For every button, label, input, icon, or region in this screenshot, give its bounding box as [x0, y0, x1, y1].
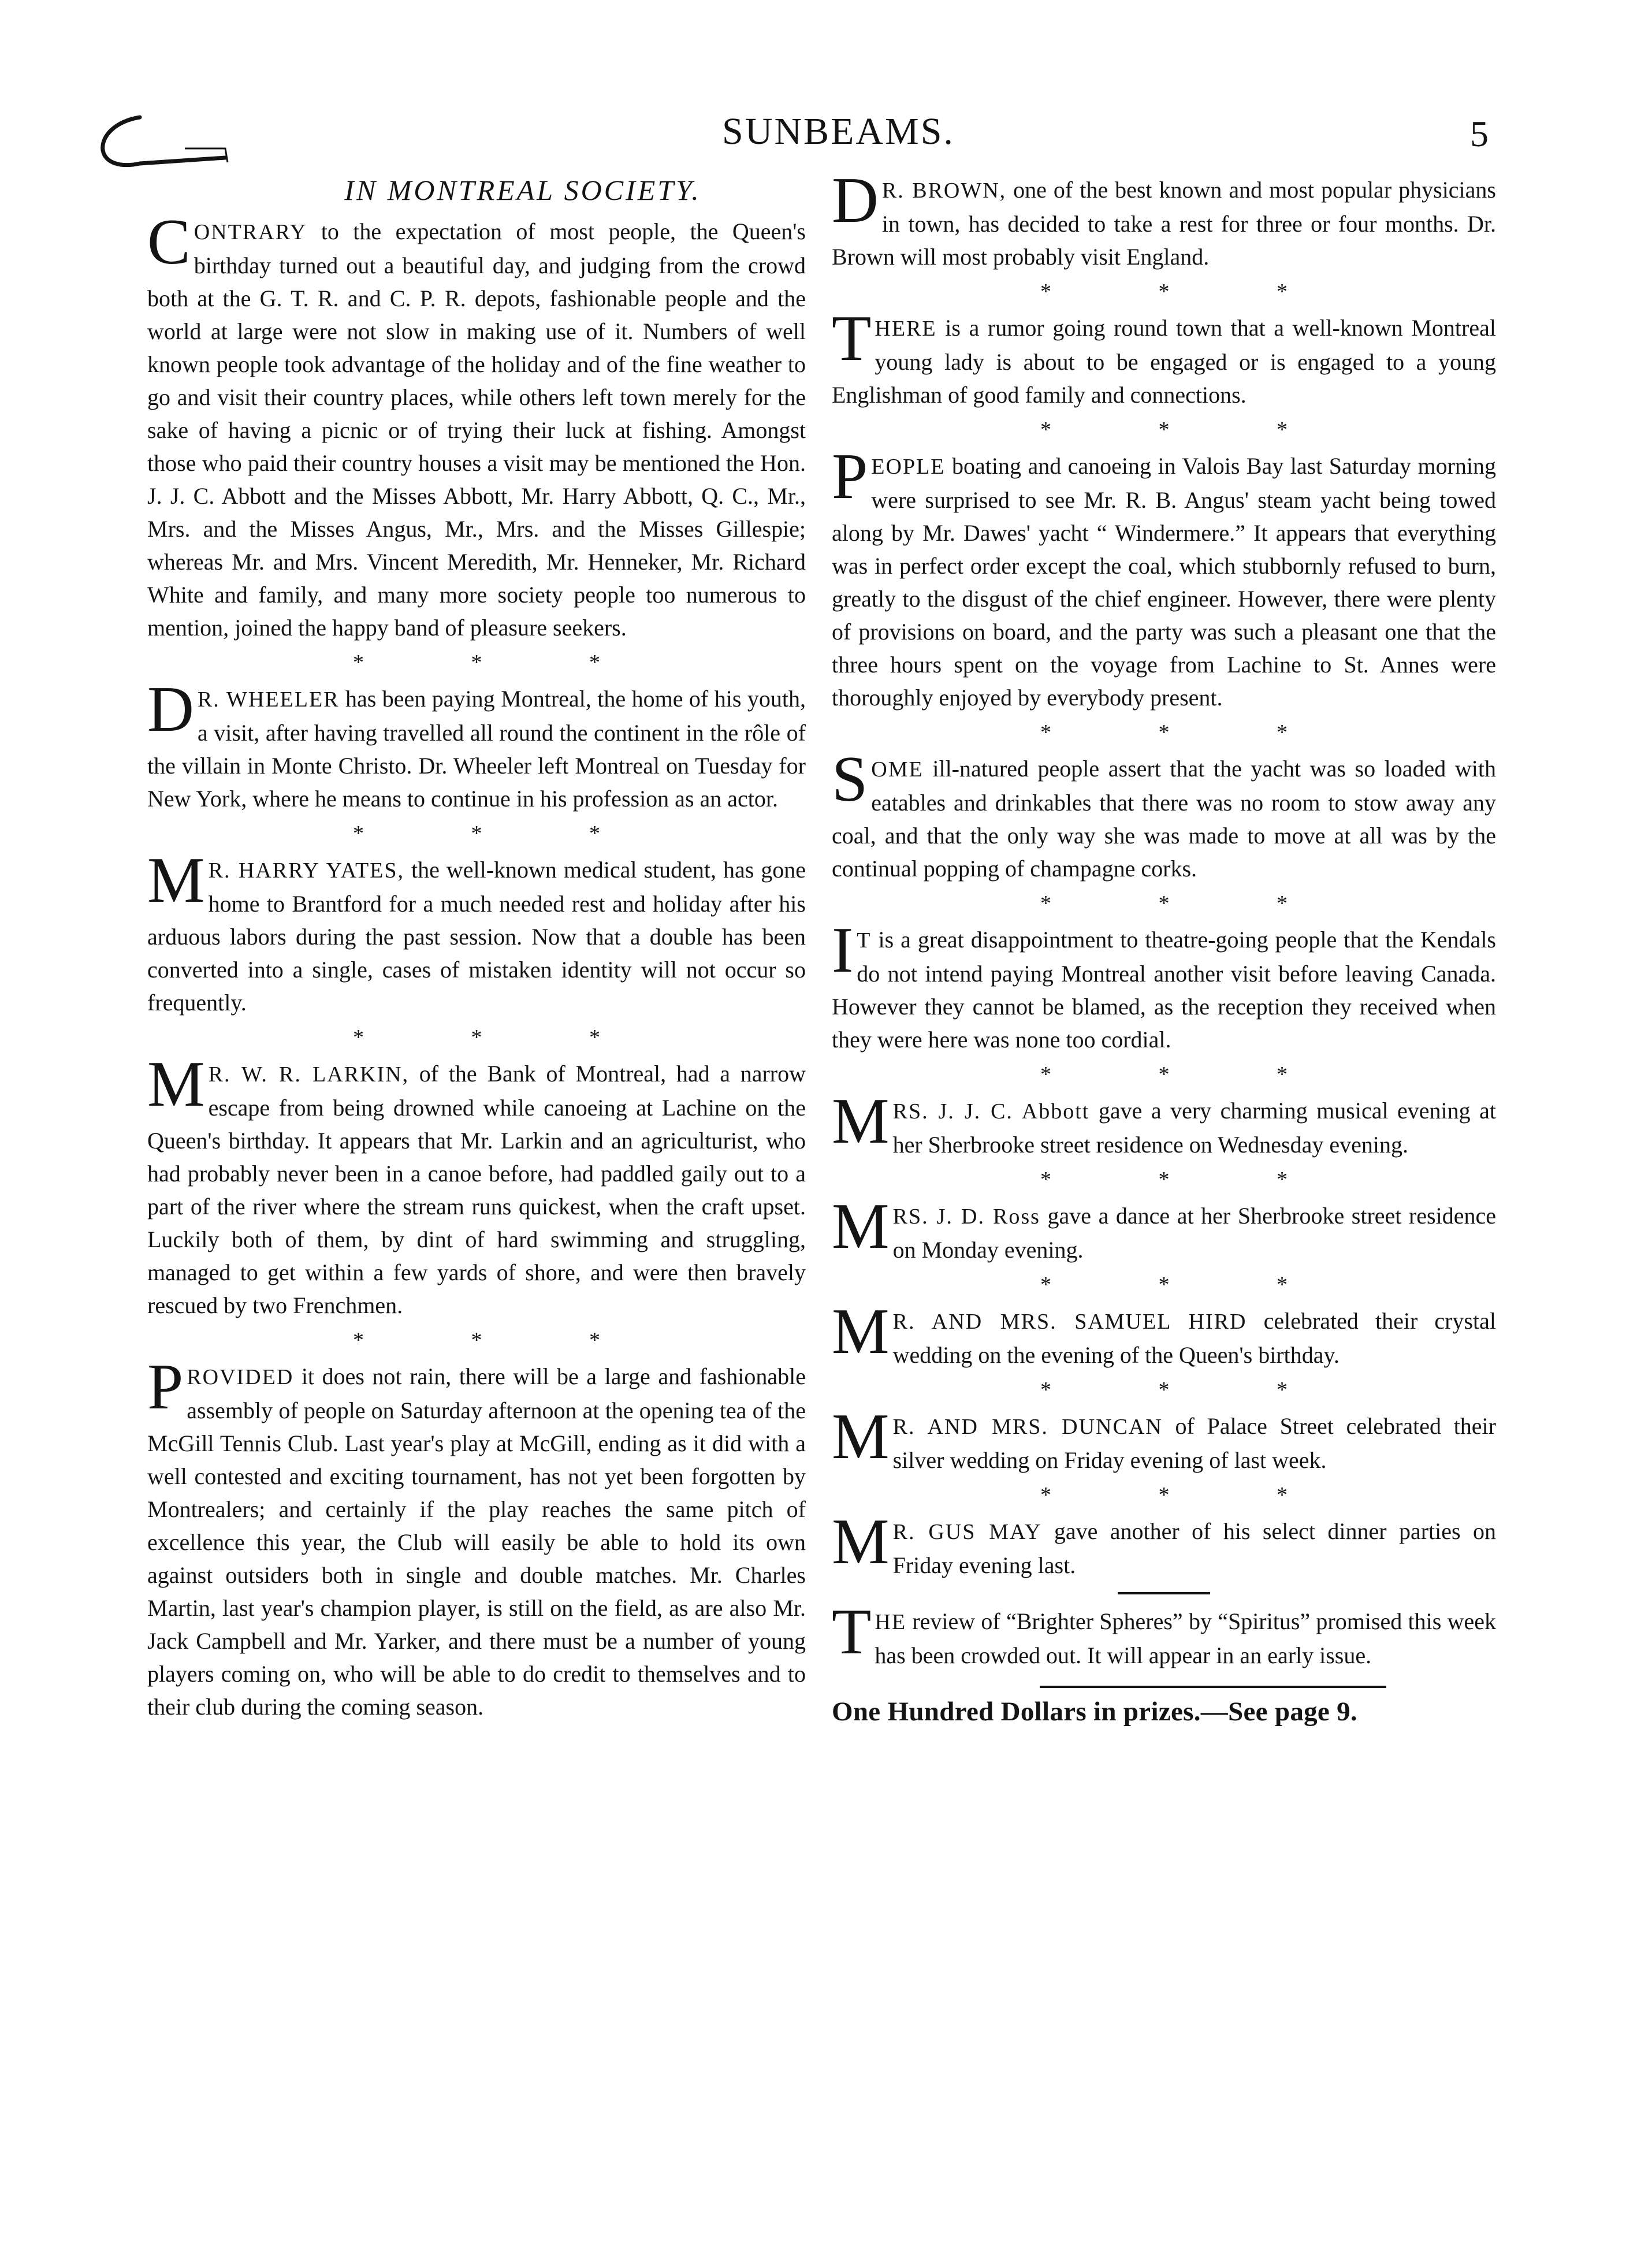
society-item	[832, 743, 1496, 885]
ornamental-flourish-icon	[87, 107, 237, 176]
item-lead: MRS. J. D. Ross	[832, 1191, 1040, 1262]
left-column	[147, 173, 806, 1723]
item-text: it does not rain, there will be a large and fashionable assembly of people on Saturday afternoon at the opening tea of the McGill Tennis Club. Last year's play at McGill, ending as it did with a well contested and exciting tournament, has not yet been forgotten by Montrealers; and certainly if the play reaches the same pitch of excellence this year, the Club will easily be able to hold its own against outsiders both in single and double matches. Mr. Charles Martin, last year's champion player, is still on the field, as are also Mr. Jack Campbell and Mr. Yarker, and there must be a number of young players coming on, who will be able to do credit to themselves and to their club during the coming season.	[147, 1363, 806, 1720]
society-item	[832, 303, 1496, 411]
item-lead: MR. AND MRS. SAMUEL HIRD	[832, 1296, 1247, 1367]
prize-advertisement: One Hundred Dollars in prizes.—See page 9.	[832, 1697, 1357, 1727]
society-item	[147, 1049, 806, 1322]
review-note	[832, 1596, 1496, 1672]
asterisk-separator: * * *	[1040, 280, 1338, 304]
item-text: boating and canoeing in Valois Bay last Saturday morning were surprised to see Mr. R. B. Angus' steam yacht being towed along by Mr. Dawes' yacht “ Windermere.” It appears that everything was in perfect order except the coal, which stubbornly refused to burn, greatly to the disgust of the chief engineer. However, there were plenty of provisions on board, and the party was such a pleasant one that the three hours spent on the voyage from Lachine to St. Annes were thoroughly enjoyed by everybody present.	[832, 453, 1496, 711]
item-text: of the Bank of Montreal, had a narrow escape from being drowned while canoeing at Lachine on the Queen's birthday. It appears that Mr. Larkin and an agriculturist, who had probably never been in a canoe before, had paddled gaily out to a part of the river where the stream runs quickest, when the craft upset. Luckily both of them, by dint of hard swimming and struggling, managed to get within a few yards of shore, and were then bravely rescued by two Frenchmen.	[147, 1061, 806, 1318]
asterisk-separator: * * *	[1040, 1273, 1338, 1297]
item-lead: THE	[832, 1596, 907, 1668]
right-column	[832, 165, 1496, 1727]
item-text: the well-known medical student, has gone home to Brantford for a much needed rest and holiday after his arduous labors during the past session. Now that a double has been converted into a single, cases of mistaken identity will not occur so frequently.	[147, 857, 806, 1016]
asterisk-separator: * * *	[353, 1328, 651, 1352]
asterisk-separator: * * *	[1040, 418, 1338, 442]
item-text: has been paying Montreal, the home of his youth, a visit, after having travelled all round the continent in the rôle of the villain in Monte Christo. Dr. Wheeler left Montreal on Tuesday for New York, where he means to continue in his profession as an actor.	[147, 686, 806, 812]
item-text: of Palace Street celebrated their silver wedding on Friday evening of last week.	[892, 1413, 1496, 1473]
divider-rule	[1040, 1686, 1386, 1688]
item-text: gave a dance at her Sherbrooke street residence on Monday evening.	[892, 1203, 1496, 1263]
item-lead: THERE	[832, 303, 937, 374]
society-item	[147, 206, 806, 644]
item-lead: DR. BROWN,	[832, 165, 1007, 236]
item-text: one of the best known and most popular physicians in town, has decided to take a rest for three or four months. Dr. Brown will most probably visit England.	[832, 177, 1496, 270]
society-item	[832, 1296, 1496, 1371]
item-text: to the expectation of most people, the Queen's birthday turned out a beautiful day, and judging from the crowd both at the G. T. R. and C. P. R. depots, fashionable people and the world at large were not slow in making use of it. Numbers of well known people took advantage of the holiday and of the fine weather to go and visit their country places, while others left town merely for the sake of having a picnic or of trying their luck at fishing. Amongst those who paid their country houses a visit may be mentioned the Hon. J. J. C. Abbott and the Misses Abbott, Mr. Harry Abbott, Q. C., Mr., Mrs. and the Misses Angus, Mr., Mrs. and the Misses Gillespie; whereas Mr. and Mrs. Vincent Meredith, Mr. Henneker, Mr. Richard White and family, and many more society people too numerous to mention, joined the happy band of pleasure seekers.	[147, 218, 806, 641]
society-item	[832, 914, 1496, 1056]
asterisk-separator: * * *	[1040, 1168, 1338, 1192]
asterisk-separator: * * *	[353, 1025, 651, 1050]
item-lead: MR. AND MRS. DUNCAN	[832, 1401, 1163, 1473]
item-text: gave another of his select dinner parties on Friday evening last.	[892, 1518, 1496, 1578]
item-lead: PROVIDED	[147, 1351, 294, 1423]
society-item	[147, 1351, 806, 1723]
item-lead: IT	[832, 914, 872, 986]
society-item	[832, 1085, 1496, 1161]
item-lead: MR. GUS MAY	[832, 1506, 1042, 1578]
running-head-title: SUNBEAMS.	[722, 110, 955, 153]
asterisk-separator: * * *	[1040, 1483, 1338, 1507]
item-text: is a rumor going round town that a well-known Montreal young lady is about to be engaged or is engaged to a young Englishman of good family and connections.	[832, 315, 1496, 408]
society-item	[832, 1401, 1496, 1477]
item-lead: CONTRARY	[147, 206, 307, 278]
item-text: gave a very charming musical evening at her Sherbrooke street residence on Wednesday evening.	[892, 1098, 1496, 1158]
section-title: IN MONTREAL SOCIETY.	[344, 174, 701, 206]
asterisk-separator: * * *	[1040, 891, 1338, 916]
society-item	[832, 1191, 1496, 1266]
asterisk-separator: * * *	[353, 650, 651, 675]
society-item	[832, 1506, 1496, 1582]
divider-rule	[1118, 1592, 1210, 1594]
item-lead: MR. HARRY YATES,	[147, 845, 405, 916]
item-lead: DR. WHEELER	[147, 674, 340, 745]
asterisk-separator: * * *	[1040, 1062, 1338, 1087]
item-lead: SOME	[832, 743, 924, 815]
asterisk-separator: * * *	[1040, 1378, 1338, 1402]
item-text: is a great disappointment to theatre-going people that the Kendals do not intend paying Montreal another visit before leaving Canada. However they cannot be blamed, as the reception they received when they were here was none too cordial.	[832, 927, 1496, 1053]
society-item	[147, 845, 806, 1019]
society-item	[147, 674, 806, 815]
society-item	[832, 165, 1496, 273]
item-lead: PEOPLE	[832, 441, 946, 512]
asterisk-separator: * * *	[353, 821, 651, 846]
item-text: celebrated their crystal wedding on the evening of the Queen's birthday.	[892, 1308, 1496, 1368]
item-lead: MR. W. R. LARKIN,	[147, 1049, 410, 1120]
society-item	[832, 441, 1496, 714]
item-text: review of “Brighter Spheres” by “Spiritus” promised this week has been crowded out. It will appear in an early issue.	[875, 1608, 1496, 1668]
page-number: 5	[1470, 113, 1489, 154]
item-text: ill-natured people assert that the yacht was so loaded with eatables and drinkables that there was no room to stow away any coal, and that the only way she was made to move at all was by the continual popping of champagne corks.	[832, 756, 1496, 882]
item-lead: MRS. J. J. C. Abbott	[832, 1085, 1090, 1157]
asterisk-separator: * * *	[1040, 720, 1338, 745]
